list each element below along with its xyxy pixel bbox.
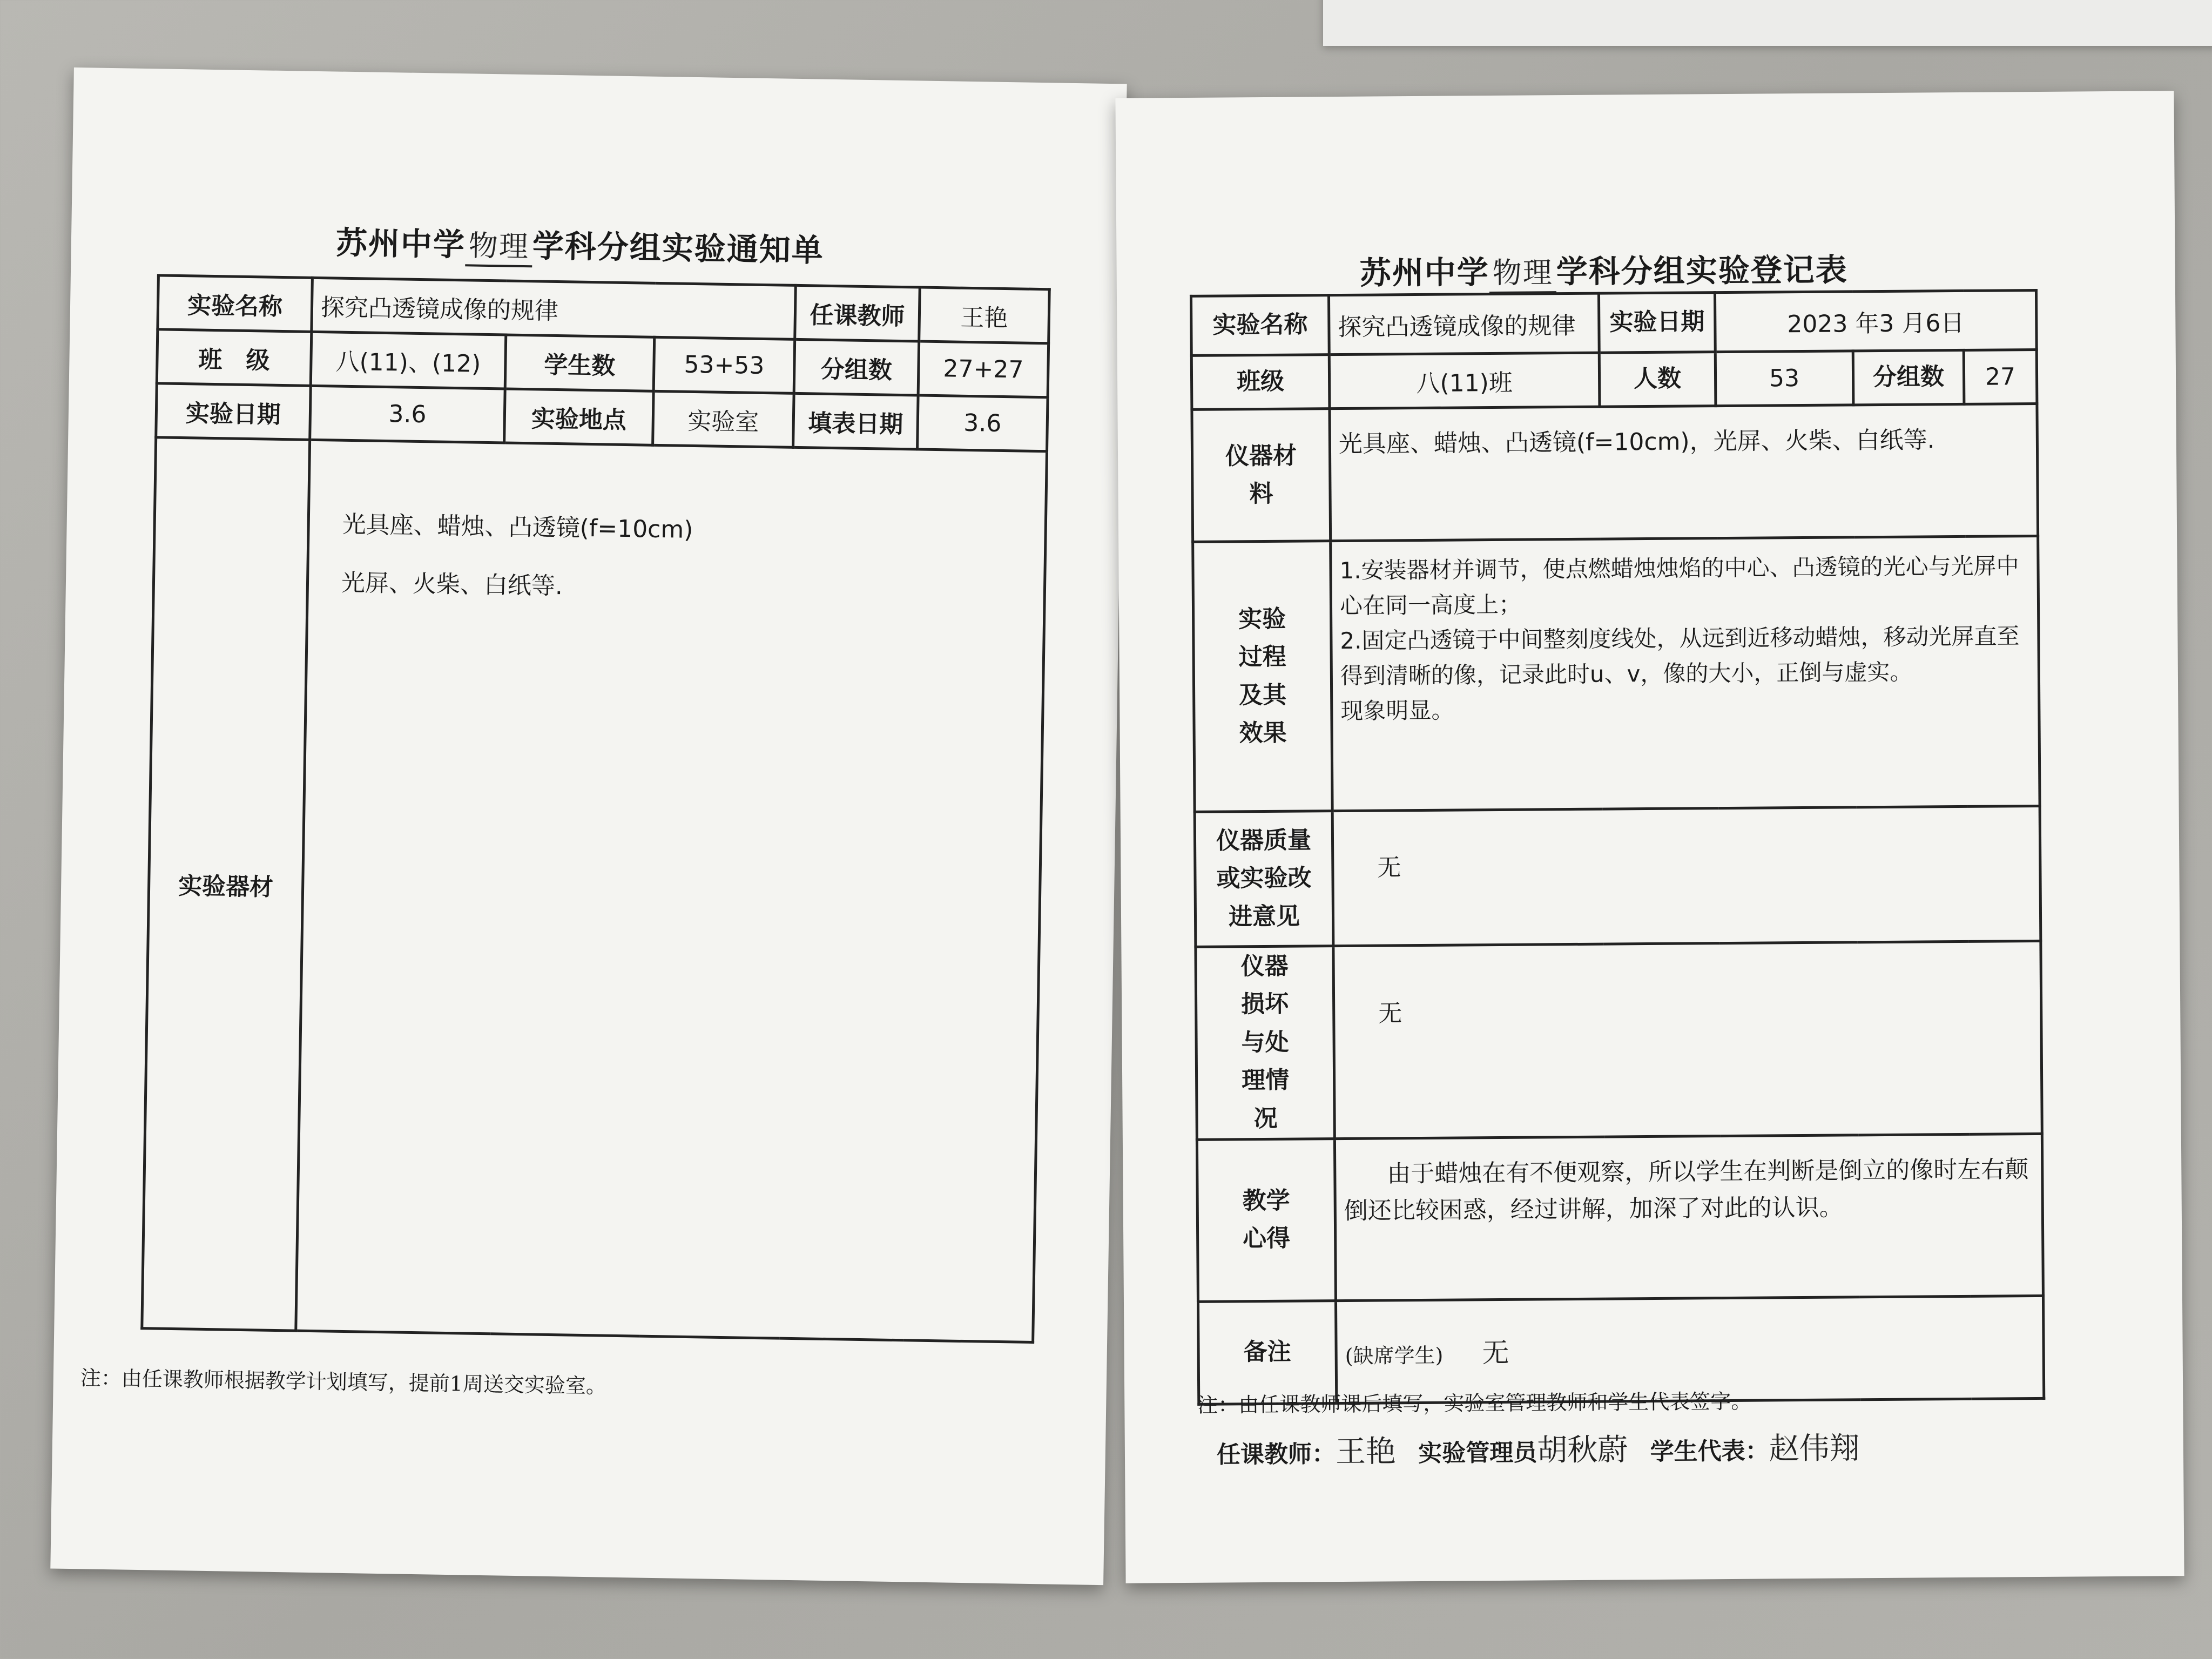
notice-value-students: 53+53	[653, 337, 795, 393]
notice-table	[140, 274, 1051, 1344]
signature-student-label: 学生代表：	[1650, 1437, 1769, 1466]
register-process-step1: 1.安装器材并调节，使点燃蜡烛烛焰的中心、凸透镜的光心与光屏中心在同一高度上；	[1339, 552, 2019, 619]
register-title	[1359, 244, 1848, 294]
background-paper-corner	[1323, 0, 2212, 46]
signature-student: 赵伟翔	[1769, 1431, 1860, 1467]
notice-title	[335, 218, 824, 272]
register-sheet	[1115, 91, 2184, 1583]
register-process-step2: 2.固定凸透镜于中间整刻度线处，从远到近移动蜡烛，移动光屏直至得到清晰的像，记录此时u、v，像的大小，正倒与虚实。	[1340, 623, 2020, 690]
register-process-result: 现象明显。	[1340, 697, 1454, 725]
register-label-date: 实验日期	[1599, 293, 1715, 353]
register-value-equipment: 光具座、蜡烛、凸透镜(f=10cm)，光屏、火柴、白纸等.	[1330, 403, 2038, 541]
notice-equipment-line1: 光具座、蜡烛、凸透镜(f=10cm)	[342, 510, 693, 544]
signature-admin: 胡秋蔚	[1537, 1432, 1628, 1468]
register-value-name: 探究凸透镜成像的规律	[1328, 293, 1599, 354]
notice-label-date: 实验日期	[156, 383, 311, 440]
register-title-suffix: 学科分组实验登记表	[1556, 251, 1848, 291]
notice-label-groups: 分组数	[794, 339, 919, 395]
notice-value-fill-date: 3.6	[918, 395, 1048, 451]
register-value-reflection: 由于蜡烛在有不便观察，所以学生在判断是倒立的像时左右颠倒还比较困惑，经过讲解，加深了对此的认识。	[1334, 1134, 2043, 1300]
notice-value-teacher: 王艳	[919, 287, 1050, 343]
notice-title-suffix: 学科分组实验通知单	[532, 227, 825, 269]
notice-value-groups: 27+27	[918, 341, 1049, 397]
register-label-people: 人数	[1599, 352, 1716, 407]
notice-value-name: 探究凸透镜成像的规律	[312, 278, 795, 339]
notice-label-class: 班 级	[157, 329, 312, 386]
notice-title-subject: 物理	[465, 222, 532, 267]
register-label-quality: 仪器质量或实验改进意见	[1195, 811, 1333, 947]
register-title-prefix: 苏州中学	[1359, 254, 1489, 292]
register-value-date: 2023 年3 月6日	[1715, 290, 2036, 352]
register-process-cell	[1331, 536, 2040, 811]
notice-equipment-line2: 光屏、火柴、白纸等.	[341, 569, 563, 601]
register-label-absent: (缺席学生)	[1345, 1344, 1444, 1368]
register-value-remarks: 无	[1482, 1337, 1509, 1369]
register-label-groups: 分组数	[1853, 350, 1964, 404]
notice-value-class: 八(11)、(12)	[311, 332, 506, 389]
register-value-class: 八(11)班	[1329, 353, 1600, 408]
notice-title-prefix: 苏州中学	[335, 224, 466, 264]
notice-equipment-cell	[296, 440, 1047, 1342]
register-label-class: 班级	[1191, 355, 1330, 410]
notice-label-location: 实验地点	[504, 389, 654, 445]
register-label-name: 实验名称	[1191, 295, 1329, 356]
register-label-remarks: 备注	[1198, 1301, 1336, 1405]
register-value-groups: 27	[1964, 349, 2037, 404]
notice-label-teacher: 任课教师	[795, 285, 920, 341]
register-label-equipment: 仪器材料	[1192, 409, 1331, 542]
notice-sheet	[50, 68, 1127, 1585]
register-title-subject: 物理	[1489, 249, 1556, 294]
signature-teacher-label: 任课教师：	[1216, 1440, 1336, 1469]
notice-value-location: 实验室	[653, 391, 794, 447]
notice-label-equipment: 实验器材	[142, 437, 310, 1331]
notice-label-name: 实验名称	[158, 275, 313, 332]
register-table	[1190, 289, 2045, 1406]
register-label-reflection: 教学心得	[1197, 1139, 1336, 1302]
signature-teacher: 王艳	[1335, 1434, 1397, 1470]
register-value-quality: 无	[1332, 806, 2041, 946]
notice-label-fill-date: 填表日期	[793, 393, 919, 449]
signature-admin-label: 实验管理员	[1418, 1439, 1537, 1468]
register-label-damage: 仪器损坏与处理情况	[1196, 946, 1334, 1140]
notice-footnote: 注：由任课教师根据教学计划填写，提前1周送交实验室。	[80, 1366, 607, 1398]
register-signatures	[1217, 1424, 1874, 1472]
register-value-damage: 无	[1333, 941, 2042, 1138]
notice-value-date: 3.6	[310, 386, 505, 443]
register-footnote: 注：由任课教师课后填写，实验室管理教师和学生代表签字。	[1197, 1389, 1752, 1417]
register-value-people: 53	[1715, 351, 1853, 406]
register-label-process: 实验过程及其效果	[1193, 541, 1332, 812]
notice-label-students: 学生数	[505, 335, 655, 391]
